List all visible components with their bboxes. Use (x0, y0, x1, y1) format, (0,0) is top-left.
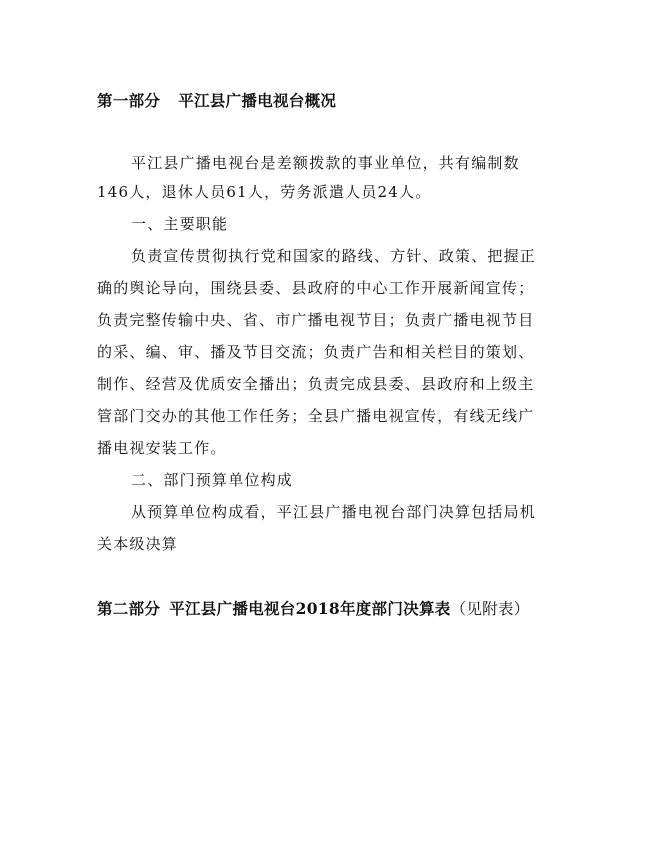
functions-line-1: 负责宣传贯彻执行党和国家的路线、方针、政策、把握正 (131, 247, 537, 265)
paragraph-1-line-1: 平江县广播电视台是差额拨款的事业单位，共有编制数 (131, 154, 520, 172)
functions-line-5: 制作、经营及优质安全播出；负责完成县委、县政府和上级主 (97, 375, 535, 393)
functions-line-3: 负责完整传输中央、省、市广播电视节目；负责广播电视节目 (97, 311, 535, 329)
part2-note: （见附表） (450, 600, 530, 618)
functions-line-4: 的采、编、审、播及节目交流；负责广告和相关栏目的策划、 (97, 343, 535, 361)
part1-label: 第一部分 (97, 91, 161, 110)
part2-label: 第二部分 (97, 599, 161, 618)
part1-title: 平江县广播电视台概况 (178, 91, 337, 110)
paragraph-1-line-2: 146人，退休人员61人，劳务派遣人员24人。 (97, 183, 432, 201)
part2-heading (97, 597, 530, 619)
section-2-heading: 二、部门预算单位构成 (131, 471, 294, 489)
functions-line-6: 管部门交办的其他工作任务；全县广播电视宣传，有线无线广 (97, 407, 535, 425)
composition-line-1: 从预算单位构成看，平江县广播电视台部门决算包括局机 (131, 503, 537, 521)
functions-line-2: 确的舆论导向，围绕县委、县政府的中心工作开展新闻宣传； (97, 279, 535, 297)
section-1-heading: 一、主要职能 (131, 215, 229, 233)
composition-line-2: 关本级决算 (97, 535, 179, 553)
part1-heading (97, 89, 336, 111)
part2-title: 平江县广播电视台2018年度部门决算表 (169, 599, 451, 618)
functions-line-7: 播电视安装工作。 (97, 439, 227, 457)
